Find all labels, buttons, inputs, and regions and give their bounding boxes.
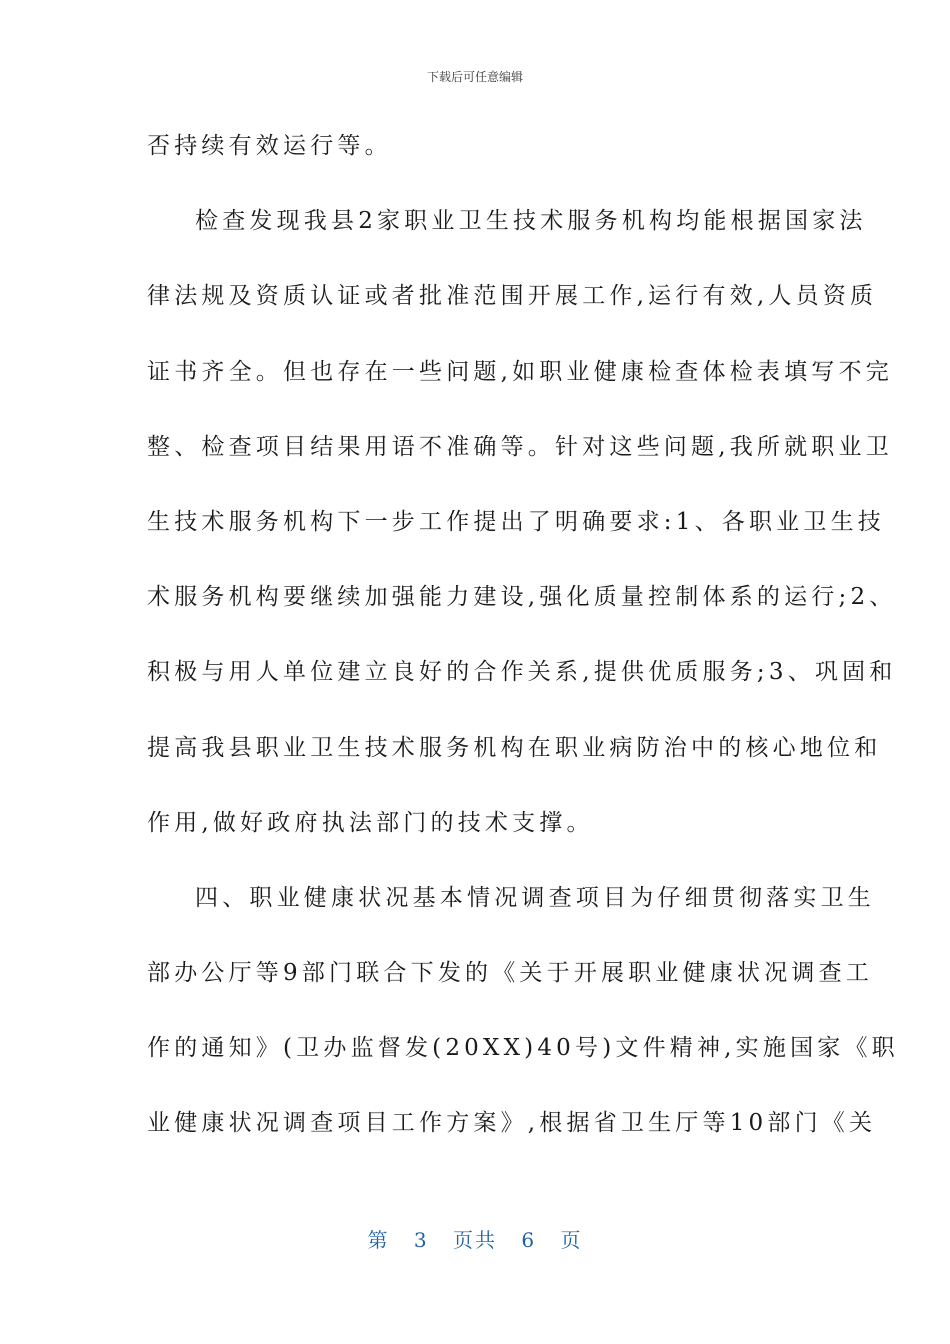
paragraph-line: 整、检查项目结果用语不准确等。针对这些问题,我所就职业卫 xyxy=(147,433,893,460)
page-label-suffix: 页 xyxy=(560,1228,583,1252)
document-body xyxy=(147,118,899,1171)
paragraph-line: 检查发现我县2家职业卫生技术服务机构均能根据国家法 xyxy=(195,208,867,235)
header-note: 下载后可任意编辑 xyxy=(426,70,523,84)
paragraph-line: 作的通知》(卫办监督发(20XX)40号)文件精神,实施国家《职 xyxy=(147,1035,899,1062)
paragraph-line: 业健康状况调查项目工作方案》,根据省卫生厅等10部门《关 xyxy=(147,1110,877,1137)
paragraph-line: 作用,做好政府执法部门的技术支撑。 xyxy=(147,809,594,836)
paragraph-line: 证书齐全。但也存在一些问题,如职业健康检查体检表填写不完 xyxy=(147,358,893,385)
current-page-number: 3 xyxy=(413,1228,429,1252)
page-label-mid: 页共 xyxy=(453,1228,497,1252)
page-footer xyxy=(0,1224,950,1253)
paragraph-line: 四、职业健康状况基本情况调查项目为仔细贯彻落实卫生 xyxy=(195,884,875,911)
paragraph-line: 否持续有效运行等。 xyxy=(147,133,392,159)
paragraph-line: 术服务机构要继续加强能力建设,强化质量控制体系的运行;2、 xyxy=(147,584,897,611)
page-label-prefix: 第 xyxy=(367,1228,390,1252)
total-pages-number: 6 xyxy=(521,1228,537,1252)
paragraph-line: 积极与用人单位建立良好的合作关系,提供优质服务;3、巩固和 xyxy=(147,659,897,686)
paragraph-line: 部办公厅等9部门联合下发的《关于开展职业健康状况调查工 xyxy=(147,960,874,987)
paragraph-line: 律法规及资质认证或者批准范围开展工作,运行有效,人员资质 xyxy=(147,283,878,310)
paragraph-line: 生技术服务机构下一步工作提出了明确要求:1、各职业卫生技 xyxy=(147,508,885,535)
paragraph-line: 提高我县职业卫生技术服务机构在职业病防治中的核心地位和 xyxy=(147,734,882,761)
